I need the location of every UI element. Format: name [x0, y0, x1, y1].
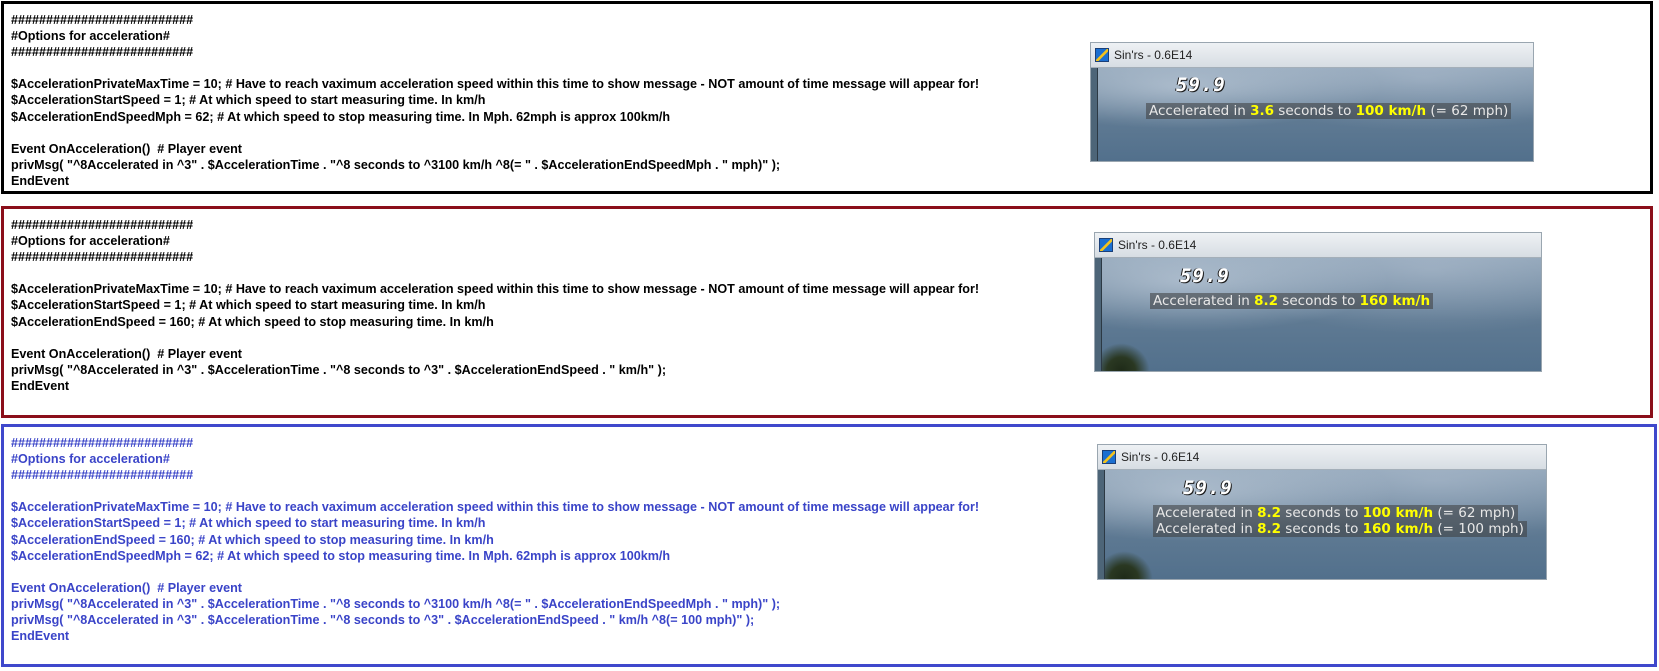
code-line: privMsg( "^8Accelerated in ^3" . $AccelerationTime . "^8 seconds to ^3" . $AccelerationEndSpeed . " km/h" );: [11, 362, 667, 377]
acceleration-message: [1153, 505, 1518, 521]
game-viewport: [1104, 470, 1546, 579]
code-line: EndEvent: [11, 629, 70, 644]
code-line: ##########################: [11, 436, 194, 450]
message-value: 3.6: [1250, 103, 1275, 119]
message-value: 8.2: [1257, 505, 1282, 521]
message-text: (= 100 mph): [1433, 521, 1524, 537]
acceleration-message: [1150, 293, 1433, 309]
message-text: Accelerated in: [1149, 103, 1251, 119]
window-titlebar[interactable]: [1091, 43, 1533, 68]
fps-counter: 59.9: [1183, 477, 1233, 499]
code-line: [11, 60, 979, 76]
code-line: $AccelerationEndSpeedMph = 62; # At which speed to stop measuring time. In Mph. 62mph is approx 100km/h: [11, 548, 671, 563]
code-line: [11, 330, 979, 346]
message-value: 100 km/h: [1355, 103, 1427, 119]
window-title: Sin'rs - 0.6E14: [1114, 48, 1193, 62]
message-text: (= 62 mph): [1426, 103, 1509, 119]
code-line: ##########################: [11, 468, 194, 483]
code-line: ##########################: [11, 13, 194, 27]
game-window: [1095, 233, 1541, 371]
code-line: $AccelerationEndSpeed = 160; # At which speed to stop measuring time. In km/h: [11, 314, 494, 329]
message-text: Accelerated in: [1153, 293, 1255, 309]
tree-foliage: [1102, 343, 1150, 371]
tree-foliage: [1105, 551, 1153, 579]
code-line: EndEvent: [11, 378, 70, 393]
window-title: Sin'rs - 0.6E14: [1121, 450, 1200, 464]
game-window: [1098, 445, 1546, 579]
acceleration-message: [1153, 521, 1527, 537]
code-line: $AccelerationStartSpeed = 1; # At which speed to start measuring time. In km/h: [11, 93, 486, 108]
script-code: [11, 12, 979, 189]
script-code: [11, 435, 979, 644]
code-line: Event OnAcceleration() # Player event: [11, 141, 242, 156]
app-icon: [1099, 238, 1113, 252]
code-line: $AccelerationPrivateMaxTime = 10; # Have to reach vaximum acceleration speed within this time to show message - NOT amount of time message will appear for!: [11, 77, 980, 92]
message-text: (= 62 mph): [1433, 505, 1516, 521]
game-viewport: [1101, 258, 1541, 371]
fps-counter: 59.9: [1180, 265, 1230, 287]
message-value: 8.2: [1257, 521, 1282, 537]
code-line: [11, 265, 979, 281]
game-viewport: [1097, 68, 1533, 161]
code-line: $AccelerationPrivateMaxTime = 10; # Have to reach vaximum acceleration speed within this time to show message - NOT amount of time message will appear for!: [11, 282, 980, 297]
code-line: EndEvent: [11, 173, 70, 188]
code-line: [11, 483, 979, 499]
code-line: $AccelerationStartSpeed = 1; # At which speed to start measuring time. In km/h: [11, 298, 486, 313]
acceleration-message: [1146, 103, 1511, 119]
game-window: [1091, 43, 1533, 161]
message-text: seconds to: [1281, 505, 1363, 521]
code-line: Event OnAcceleration() # Player event: [11, 346, 242, 361]
code-line: privMsg( "^8Accelerated in ^3" . $AccelerationTime . "^8 seconds to ^3100 km/h ^8(= " . $AccelerationEndSpeedMph . " mph)" );: [11, 157, 781, 172]
code-line: $AccelerationPrivateMaxTime = 10; # Have to reach vaximum acceleration speed within this time to show message - NOT amount of time message will appear for!: [11, 500, 980, 515]
code-line: ##########################: [11, 218, 194, 232]
message-text: seconds to: [1274, 103, 1356, 119]
message-value: 8.2: [1254, 293, 1279, 309]
fps-counter: 59.9: [1176, 74, 1226, 96]
code-line: ##########################: [11, 45, 194, 60]
code-line: ##########################: [11, 250, 194, 265]
message-text: Accelerated in: [1156, 505, 1258, 521]
message-value: 160 km/h: [1362, 521, 1434, 537]
code-line: privMsg( "^8Accelerated in ^3" . $AccelerationTime . "^8 seconds to ^3100 km/h ^8(= " . $AccelerationEndSpeedMph . " mph)" );: [11, 596, 781, 611]
code-line: #Options for acceleration#: [11, 234, 170, 249]
code-line: #Options for acceleration#: [11, 29, 170, 44]
message-text: seconds to: [1281, 521, 1363, 537]
window-titlebar[interactable]: [1098, 445, 1546, 470]
code-line: Event OnAcceleration() # Player event: [11, 580, 242, 595]
code-line: $AccelerationEndSpeed = 160; # At which speed to stop measuring time. In km/h: [11, 532, 494, 547]
window-titlebar[interactable]: [1095, 233, 1541, 258]
code-line: [11, 125, 979, 141]
message-value: 160 km/h: [1359, 293, 1431, 309]
message-text: seconds to: [1278, 293, 1360, 309]
script-code: [11, 217, 979, 394]
message-text: Accelerated in: [1156, 521, 1258, 537]
app-icon: [1095, 48, 1109, 62]
code-line: [11, 564, 979, 580]
code-panel-red: [1, 206, 1653, 418]
window-title: Sin'rs - 0.6E14: [1118, 238, 1197, 252]
code-panel-black: [1, 1, 1653, 194]
code-line: $AccelerationStartSpeed = 1; # At which speed to start measuring time. In km/h: [11, 516, 486, 531]
code-panel-blue: [1, 424, 1657, 667]
app-icon: [1102, 450, 1116, 464]
code-line: #Options for acceleration#: [11, 452, 170, 467]
code-line: privMsg( "^8Accelerated in ^3" . $AccelerationTime . "^8 seconds to ^3" . $AccelerationEndSpeed . " km/h ^8(= 100 mph)" );: [11, 613, 755, 628]
message-value: 100 km/h: [1362, 505, 1434, 521]
code-line: $AccelerationEndSpeedMph = 62; # At which speed to stop measuring time. In Mph. 62mph is approx 100km/h: [11, 109, 671, 124]
